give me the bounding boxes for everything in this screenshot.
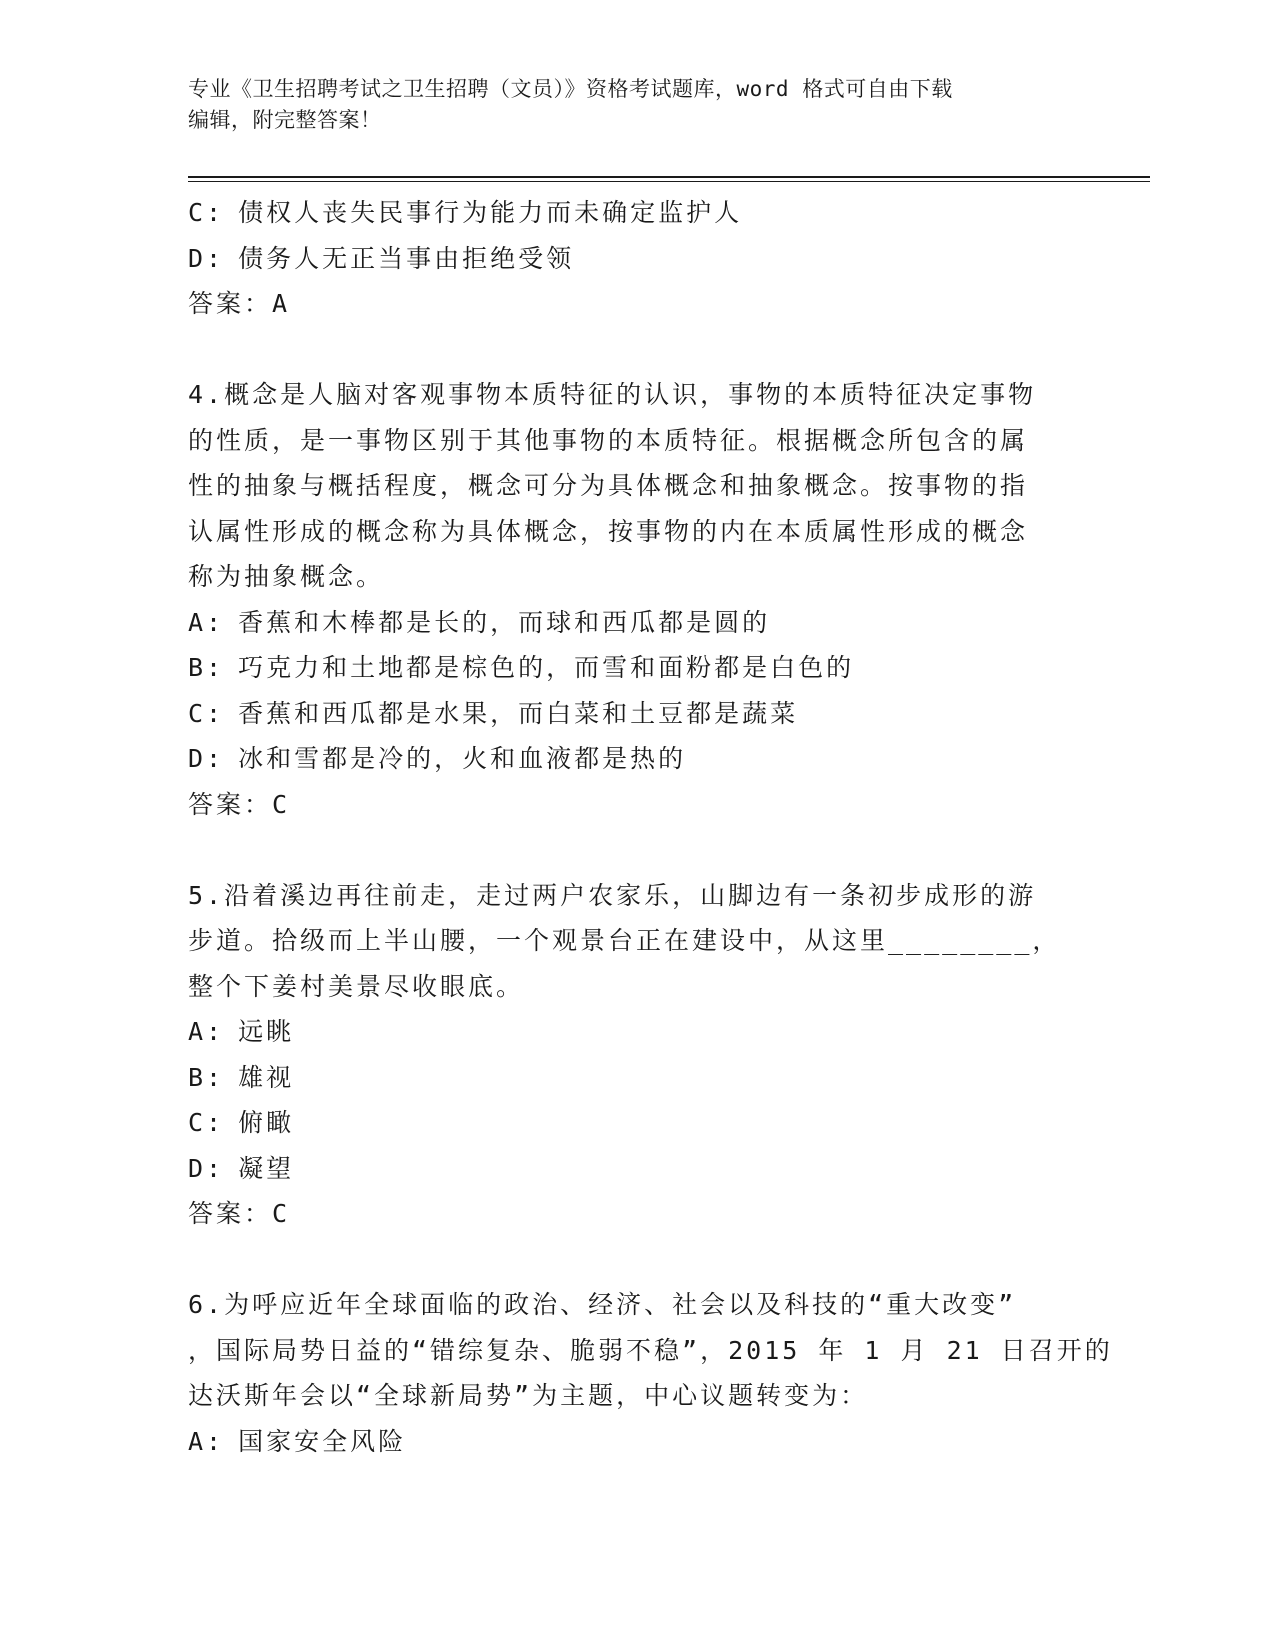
document-body [188,190,1113,1464]
answer: 答案：A [188,289,291,318]
answer: 答案：C [188,789,291,819]
option-text: 债务人无正当事由拒绝受领 [238,243,575,273]
option-a [188,1009,1088,1055]
option-c [188,190,1088,236]
option-text: 俯瞰 [238,1108,295,1137]
option-d [188,236,1088,282]
option-a [188,600,1088,646]
option-label: A: [188,1017,225,1046]
option-d [188,1146,1088,1192]
option-label: C: [188,1108,225,1137]
option-text: 雄视 [238,1062,295,1092]
option-a [188,1419,1088,1465]
option-label: B: [188,653,225,682]
header-line-1: 专业《卫生招聘考试之卫生招聘（文员）》资格考试题库，word 格式可自由下载 [188,77,953,101]
question-3 [188,190,1088,327]
question-6 [188,1282,1113,1464]
question-stem-line: 步道。拾级而上半山腰，一个观景台正在建设中，从这里________， [188,926,1061,955]
header-rule-thick [188,176,1150,178]
option-b [188,645,1088,691]
option-c [188,691,1088,737]
option-label: D: [188,744,225,773]
option-text: 香蕉和西瓜都是水果，而白菜和土豆都是蔬菜 [238,698,799,728]
header-rule-thin [188,181,1150,182]
question-stem-line: 4.概念是人脑对客观事物本质特征的认识，事物的本质特征决定事物 [188,380,1037,409]
option-text: 巧克力和土地都是棕色的，而雪和面粉都是白色的 [238,653,855,682]
option-label: B: [188,1062,225,1092]
option-label: C: [188,698,225,728]
option-b [188,1055,1088,1101]
option-text: 冰和雪都是冷的，火和血液都是热的 [238,744,687,773]
option-label: A: [188,607,225,637]
option-text: 远眺 [238,1017,295,1046]
question-5 [188,873,1088,1237]
question-stem-line: 5.沿着溪边再往前走，走过两户农家乐，山脚边有一条初步成形的游 [188,880,1037,910]
answer: 答案：C [188,1199,291,1228]
option-label: C: [188,198,225,227]
question-4 [188,372,1088,827]
question-stem-line: ，国际局势日益的“错综复杂、脆弱不稳”，2015 年 1 月 21 日召开的 [188,1335,1113,1365]
option-text: 香蕉和木棒都是长的，而球和西瓜都是圆的 [238,607,771,637]
question-stem-line: 称为抽象概念。 [188,562,385,591]
option-text: 凝望 [238,1153,295,1183]
header-line-2: 编辑，附完整答案！ [188,108,382,132]
option-label: A: [188,1426,225,1456]
option-c [188,1100,1088,1146]
option-text: 债权人丧失民事行为能力而未确定监护人 [238,198,743,227]
question-stem-line: 达沃斯年会以“全球新局势”为主题，中心议题转变为： [188,1381,869,1410]
question-stem-line: 的性质，是一事物区别于其他事物的本质特征。根据概念所包含的属 [188,425,1029,455]
question-stem-line: 性的抽象与概括程度，概念可分为具体概念和抽象概念。按事物的指 [188,471,1029,500]
option-label: D: [188,243,225,273]
question-stem-line: 认属性形成的概念称为具体概念，按事物的内在本质属性形成的概念 [188,516,1029,546]
page-header [188,74,1068,136]
option-label: D: [188,1153,225,1183]
question-stem-line: 整个下姜村美景尽收眼底。 [188,971,525,1001]
question-stem-line: 6.为呼应近年全球面临的政治、经济、社会以及科技的“重大改变” [188,1290,1017,1319]
option-d [188,736,1088,782]
option-text: 国家安全风险 [238,1426,407,1456]
